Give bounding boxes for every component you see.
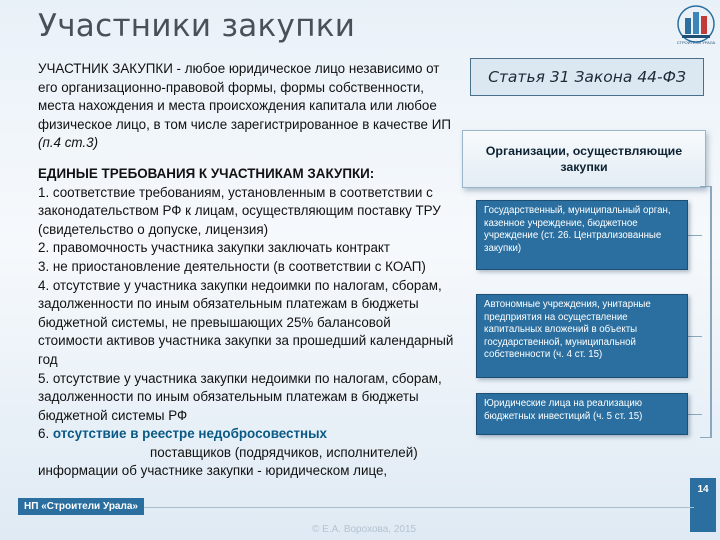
item6-tail: информации об участнике закупки - юридическом лице,	[38, 463, 388, 479]
logo-text: СТРОИТЕЛИ УРАЛА	[676, 40, 716, 45]
requirement-item: 3. не приостановление деятельности (в соответствии с КОАП)	[38, 258, 426, 274]
page-number: 14	[690, 478, 716, 532]
org-header-label: Организации, осуществляющие закупки	[485, 144, 683, 174]
requirement-item-6	[38, 425, 458, 444]
connector-line	[688, 235, 702, 236]
building-emblem-icon	[676, 4, 716, 46]
copyright-watermark: © Е.А. Ворохова, 2015	[312, 524, 417, 535]
requirement-item: 5. отсутствие у участника закупки недоимки по налогам, сборам, задолженности по иным обязательным платежам в бюджеты бюджетной системы РФ	[38, 370, 442, 423]
item6-prefix: 6.	[38, 426, 53, 442]
org-card: Государственный, муниципальный орган, казенное учреждение, бюджетное учреждение (ст. 26. Централизованные закупки)	[476, 200, 688, 270]
requirement-item: 2. правомочность участника закупки заключать контракт	[38, 240, 391, 256]
requirements-section	[38, 165, 458, 481]
definition-ref: (п.4 ст.3)	[38, 135, 99, 151]
page-title: Участники закупки	[38, 8, 356, 44]
requirement-item: 1. соответствие требованиям, установленным в соответствии с законодательством РФ к лицам, осуществляющим поставку ТРУ (свидетельство о допуске, лицензия)	[38, 184, 441, 237]
org-card: Автономные учреждения, унитарные предприятия на осуществление капитальных вложений в объекты государственной, муниципальной собственности (ч. 4 ст. 15)	[476, 294, 688, 378]
law-reference-box: Статья 31 Закона 44-ФЗ	[470, 58, 704, 96]
definition-term: УЧАСТНИК ЗАКУПКИ	[38, 61, 173, 76]
org-header-box	[462, 130, 706, 188]
item6-rest: поставщиков (подрядчиков, исполнителей)	[150, 444, 418, 460]
requirements-heading: ЕДИНЫЕ ТРЕБОВАНИЯ К УЧАСТНИКАМ ЗАКУПКИ:	[38, 165, 375, 181]
definition-text: - любое юридическое лицо независимо от его организационно-правовой формы, формы собственности, места нахождения и места происхождения капитала или любое физическое лицо, в том числе зарегистрированное в качестве ИП	[38, 61, 451, 132]
connector-line	[688, 414, 702, 415]
footer-org-label: НП «Строители Урала»	[18, 498, 144, 515]
org-card: Юридические лица на реализацию бюджетных инвестиций (ч. 5 ст. 15)	[476, 393, 688, 435]
org-bracket-connector	[700, 186, 712, 438]
requirement-item: 4. отсутствие у участника закупки недоимки по налогам, сборам, задолженности по иным обязательным платежам в бюджеты бюджетной системы, не превышающих 25% балансовой стоимости активов участника закупки за прошедший календарный год	[38, 277, 454, 367]
footer-divider	[144, 507, 694, 508]
main-text	[38, 60, 458, 481]
connector-line	[688, 336, 702, 337]
item6-highlight: отсутствие в реестре недобросовестных	[52, 426, 327, 442]
definition-paragraph	[38, 60, 458, 153]
